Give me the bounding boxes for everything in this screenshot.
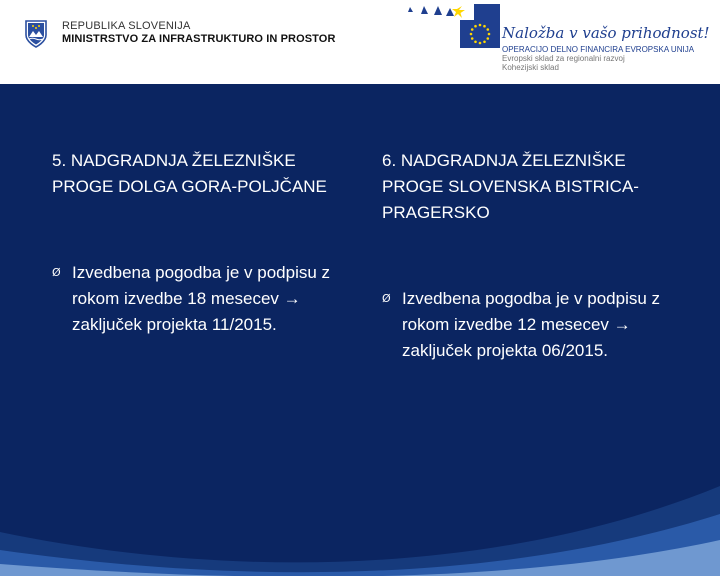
arrow-bullet-icon: Ø xyxy=(382,292,391,305)
slovenia-coat-of-arms-icon xyxy=(24,20,48,48)
eu-funding-line-3: Kohezijski sklad xyxy=(502,63,559,72)
left-column-title: 5. NADGRADNJA ŽELEZNIŠKE PROGE DOLGA GORA-POLJČANE xyxy=(52,151,327,196)
right-column xyxy=(382,148,682,364)
left-bullet-text: Izvedbena pogodba je v podpisu z rokom izvedbe 18 mesecev → zaključek projekta 11/2015. xyxy=(72,263,331,334)
ministry-line-1: REPUBLIKA SLOVENIJA xyxy=(62,20,191,32)
arrow-bullet-icon: Ø xyxy=(52,266,61,279)
right-column-title: 6. NADGRADNJA ŽELEZNIŠKE PROGE SLOVENSKA BISTRICA-PRAGERSKO xyxy=(382,151,639,222)
right-bullet-item xyxy=(382,286,682,364)
eu-funding-line-1: OPERACIJO DELNO FINANCIRA EVROPSKA UNIJA xyxy=(502,45,695,54)
eu-funding-line-2: Evropski sklad za regionalni razvoj xyxy=(502,54,625,63)
header-bar xyxy=(0,0,720,84)
eu-flag-icon xyxy=(460,20,500,48)
slide-body xyxy=(0,84,720,576)
left-column xyxy=(52,148,352,338)
eu-slogan: Naložba v vašo prihodnost! xyxy=(502,24,710,42)
ministry-line-2: MINISTRSTVO ZA INFRASTRUKTURO IN PROSTOR xyxy=(62,33,336,45)
ministry-logo xyxy=(24,20,336,48)
right-bullet-text: Izvedbena pogodba je v podpisu z rokom izvedbe 12 mesecev → zaključek projekta 06/2015. xyxy=(402,289,661,360)
left-bullet-item xyxy=(52,260,352,338)
eu-funding-text xyxy=(502,45,712,72)
